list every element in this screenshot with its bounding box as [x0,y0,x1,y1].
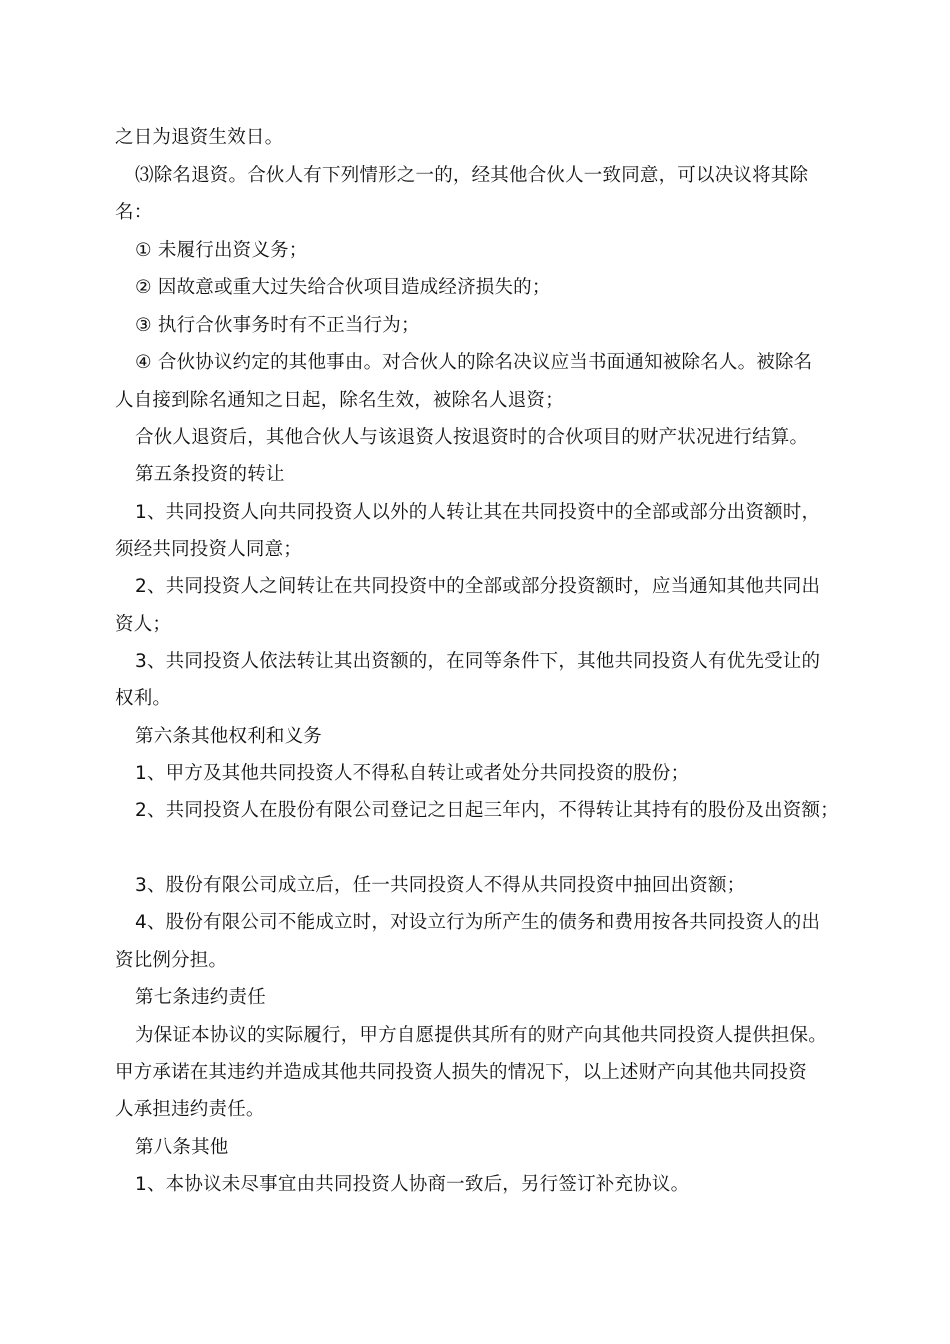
text-line: 3、股份有限公司成立后，任一共同投资人不得从共同投资中抽回出资额； [135,875,746,896]
text-line: 资比例分担。 [115,950,228,971]
text-line: 2、共同投资人之间转让在共同投资中的全部或部分投资额时，应当通知其他共同出 [135,576,821,597]
section-heading: 第五条投资的转让 [135,464,285,485]
text-line: 资人； [115,614,172,635]
text-line: 4、股份有限公司不能成立时，对设立行为所产生的债务和费用按各共同投资人的出 [135,912,821,933]
text-line: ⑶除名退资。合伙人有下列情形之一的，经其他合伙人一致同意，可以决议将其除 [135,165,809,186]
text-line: ① 未履行出资义务； [135,240,308,261]
text-line: 合伙人退资后，其他合伙人与该退资人按退资时的合伙项目的财产状况进行结算。 [135,427,809,448]
text-line: 为保证本协议的实际履行，甲方自愿提供其所有的财产向其他共同投资人提供担保。 [135,1025,827,1046]
text-line: 1、甲方及其他共同投资人不得私自转让或者处分共同投资的股份； [135,763,690,784]
text-line: ④ 合伙协议约定的其他事由。对合伙人的除名决议应当书面通知被除名人。被除名 [135,352,813,373]
text-line: 2、共同投资人在股份有限公司登记之日起三年内，不得转让其持有的股份及出资额； [135,800,839,821]
text-line: ② 因故意或重大过失给合伙项目造成经济损失的； [135,277,551,298]
text-line: 1、共同投资人向共同投资人以外的人转让其在共同投资中的全部或部分出资额时， [135,502,821,523]
section-heading: 第六条其他权利和义务 [135,726,323,747]
text-line: 甲方承诺在其违约并造成其他共同投资人损失的情况下，以上述财产向其他共同投资 [115,1062,807,1083]
text-line: ③ 执行合伙事务时有不正当行为； [135,315,420,336]
text-line: 须经共同投资人同意； [115,539,303,560]
text-line: 权利。 [115,688,172,709]
text-line: 人自接到除名通知之日起，除名生效，被除名人退资； [115,390,564,411]
text-line: 1、本协议未尽事宜由共同投资人协商一致后，另行签订补充协议。 [135,1174,690,1195]
text-line: 名： [115,202,153,223]
text-line: 之日为退资生效日。 [115,127,284,148]
section-heading: 第八条其他 [135,1137,229,1158]
section-heading: 第七条违约责任 [135,987,266,1008]
text-line: 人承担违约责任。 [115,1099,265,1120]
text-line: 3、共同投资人依法转让其出资额的，在同等条件下，其他共同投资人有优先受让的 [135,651,821,672]
